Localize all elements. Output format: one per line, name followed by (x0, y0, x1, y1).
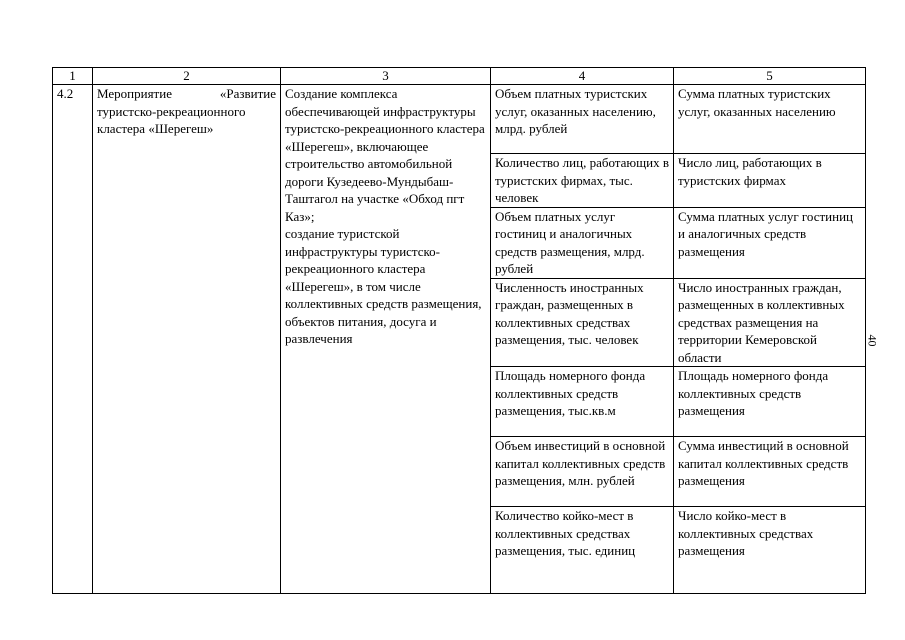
header-col-3: 3 (281, 68, 491, 85)
indicator-name: Объем инвестиций в основной капитал коллективных средств размещения, млн. рублей (491, 437, 674, 507)
indicator-name: Объем платных туристских услуг, оказанных населению, млрд. рублей (491, 85, 674, 154)
indicator-name: Численность иностранных граждан, размещенных в коллективных средствах размещения, тыс. человек (491, 278, 674, 367)
indicator-method: Сумма платных туристских услуг, оказанных населению (674, 85, 866, 154)
header-row (53, 68, 866, 85)
indicator-method: Сумма инвестиций в основной капитал коллективных средств размещения (674, 437, 866, 507)
event-description: Создание комплекса обеспечивающей инфраструктуры туристско-рекреационного кластера «Шерегеш», включающее строительство автомобильной дороги Кузедеево-Мундыбаш-Таштагол на участке «Обход пгт Каз»; создание туристской инфраструктуры туристско-рекреационного кластера «Шерегеш», в том числе коллективных средств размещения, объектов питания, досуга и развлечения (281, 85, 491, 594)
indicator-method: Число лиц, работающих в туристских фирмах (674, 154, 866, 208)
indicator-name: Объем платных услуг гостиниц и аналогичных средств размещения, млрд. рублей (491, 207, 674, 278)
indicator-method: Число койко-мест в коллективных средствах размещения (674, 507, 866, 594)
table-row (53, 85, 866, 154)
indicator-name: Количество койко-мест в коллективных средствах размещения, тыс. единиц (491, 507, 674, 594)
item-number: 4.2 (53, 85, 93, 594)
header-col-5: 5 (674, 68, 866, 85)
indicator-name: Площадь номерного фонда коллективных средств размещения, тыс.кв.м (491, 367, 674, 437)
indicators-table (52, 67, 866, 594)
page-number: 40 (865, 334, 880, 347)
header-col-2: 2 (93, 68, 281, 85)
indicator-method: Площадь номерного фонда коллективных средств размещения (674, 367, 866, 437)
indicator-method: Число иностранных граждан, размещенных в коллективных средствах размещения на территории Кемеровской области (674, 278, 866, 367)
header-col-1: 1 (53, 68, 93, 85)
indicator-method: Сумма платных услуг гостиниц и аналогичных средств размещения (674, 207, 866, 278)
event-name: Мероприятие «Развитие туристско-рекреационного кластера «Шерегеш» (93, 85, 281, 594)
header-col-4: 4 (491, 68, 674, 85)
indicator-name: Количество лиц, работающих в туристских фирмах, тыс. человек (491, 154, 674, 208)
